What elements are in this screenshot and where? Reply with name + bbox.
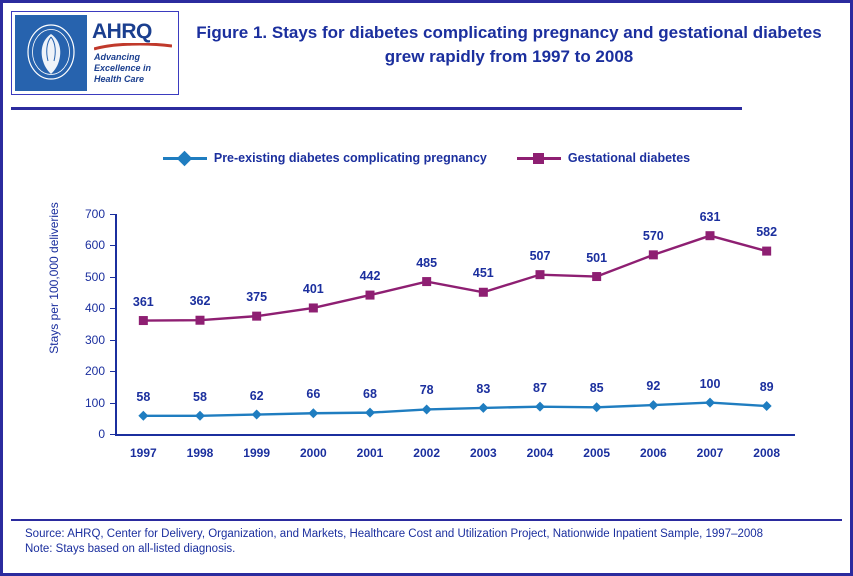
- data-point-marker: [252, 312, 261, 321]
- ahrq-logo: [11, 11, 179, 95]
- chart-legend: [3, 151, 850, 165]
- figure-footnotes: [25, 527, 825, 557]
- data-point-marker: [366, 291, 375, 300]
- x-tick-label: 2005: [583, 446, 610, 460]
- y-tick-label: 300: [84, 332, 105, 347]
- data-point-marker: [478, 403, 488, 413]
- legend-item-series2: [517, 151, 690, 165]
- data-point-marker: [592, 272, 601, 281]
- data-point-label: 66: [306, 387, 321, 402]
- data-point-label: 375: [246, 290, 268, 305]
- data-point-label: 631: [699, 209, 721, 224]
- data-point-label: 570: [642, 228, 664, 243]
- x-tick-label: 2006: [639, 446, 667, 460]
- data-point-marker: [762, 247, 771, 256]
- data-point-marker: [196, 316, 205, 325]
- data-point-marker: [648, 400, 658, 410]
- y-tick-label: 600: [84, 238, 105, 253]
- data-point-marker: [705, 398, 715, 408]
- data-point-label: 68: [363, 386, 377, 401]
- footer-divider: [11, 519, 842, 521]
- y-axis-label: Stays per 100,000 deliveries: [47, 202, 61, 354]
- page-title: Figure 1. Stays for diabetes complicating pregnancy and gestational diabetes grew rapidly from 1997 to 2008: [196, 23, 822, 66]
- data-point-label: 507: [529, 248, 551, 263]
- data-point-marker: [195, 411, 205, 421]
- legend-item-series1: [163, 151, 487, 165]
- data-point-label: 85: [589, 381, 604, 396]
- data-point-label: 451: [472, 266, 494, 281]
- y-tick-label: 400: [84, 301, 105, 316]
- source-note: Source: AHRQ, Center for Delivery, Organization, and Markets, Healthcare Cost and Utilization Project, Nationwide Inpatient Sample, 1997–2008: [25, 528, 764, 540]
- data-point-label: 78: [419, 383, 434, 398]
- data-point-marker: [706, 231, 715, 240]
- legend-label-series2: Gestational diabetes: [567, 151, 691, 165]
- data-point-marker: [309, 303, 318, 312]
- data-point-label: 100: [699, 376, 721, 391]
- x-tick-label: 1997: [129, 446, 157, 460]
- x-tick-label: 2000: [299, 446, 327, 460]
- figure-header: [3, 3, 850, 105]
- ahrq-wordmark: [92, 16, 176, 92]
- data-point-marker: [308, 408, 318, 418]
- data-point-marker: [138, 411, 148, 421]
- x-tick-label: 2008: [753, 446, 780, 460]
- data-point-label: 442: [359, 269, 381, 284]
- x-axis-line: [115, 434, 795, 436]
- hhs-seal-icon: [15, 15, 87, 91]
- data-point-label: 485: [416, 255, 438, 270]
- data-point-marker: [252, 410, 262, 420]
- ahrq-tagline: Advancing Excellence in Health Care: [94, 52, 152, 84]
- data-point-label: 361: [132, 294, 154, 309]
- y-tick-label: 100: [84, 395, 105, 410]
- plot-area: [84, 207, 795, 460]
- data-point-marker: [365, 408, 375, 418]
- ahrq-acronym: AHRQ: [92, 20, 152, 43]
- x-tick-label: 2003: [469, 446, 497, 460]
- data-point-label: 58: [193, 389, 207, 404]
- data-point-marker: [649, 250, 658, 259]
- data-point-marker: [762, 401, 772, 411]
- method-note: Note: Stays based on all-listed diagnosis.: [25, 543, 236, 555]
- y-tick-label: 200: [84, 364, 105, 379]
- data-point-marker: [479, 288, 488, 297]
- data-point-marker: [536, 270, 545, 279]
- data-point-label: 92: [646, 379, 661, 394]
- series-line-1: [143, 403, 766, 416]
- data-point-label: 401: [302, 281, 324, 296]
- legend-marker-square-icon: [517, 152, 561, 164]
- y-tick-label: 700: [84, 207, 105, 221]
- chart-container: [3, 178, 850, 498]
- data-point-label: 501: [586, 250, 608, 265]
- series-line-2: [143, 236, 766, 321]
- swoosh-icon: [94, 43, 172, 51]
- data-point-label: 83: [476, 381, 491, 396]
- x-tick-label: 2001: [356, 446, 384, 460]
- y-tick-label: 500: [84, 269, 105, 284]
- legend-label-series1: Pre-existing diabetes complicating pregnancy: [213, 151, 487, 165]
- x-tick-label: 1998: [186, 446, 214, 460]
- hhs-seal-graphic: [26, 23, 76, 81]
- y-tick-label: 0: [98, 427, 105, 441]
- x-tick-label: 1999: [243, 446, 270, 460]
- data-point-label: 58: [136, 389, 151, 404]
- data-point-marker: [592, 402, 602, 412]
- data-point-label: 582: [756, 225, 778, 240]
- x-tick-label: 2004: [526, 446, 554, 460]
- x-tick-label: 2007: [696, 446, 724, 460]
- data-point-marker: [422, 404, 432, 414]
- x-tick-label: 2002: [413, 446, 440, 460]
- data-point-marker: [535, 402, 545, 412]
- data-point-marker: [422, 277, 431, 286]
- data-point-label: 87: [533, 380, 547, 395]
- data-point-marker: [139, 316, 148, 325]
- data-point-label: 362: [189, 294, 211, 309]
- data-point-label: 89: [759, 380, 774, 395]
- data-point-label: 62: [249, 388, 264, 403]
- header-divider: [11, 107, 742, 110]
- y-tick-mark: [110, 434, 115, 435]
- legend-marker-diamond-icon: [163, 152, 207, 164]
